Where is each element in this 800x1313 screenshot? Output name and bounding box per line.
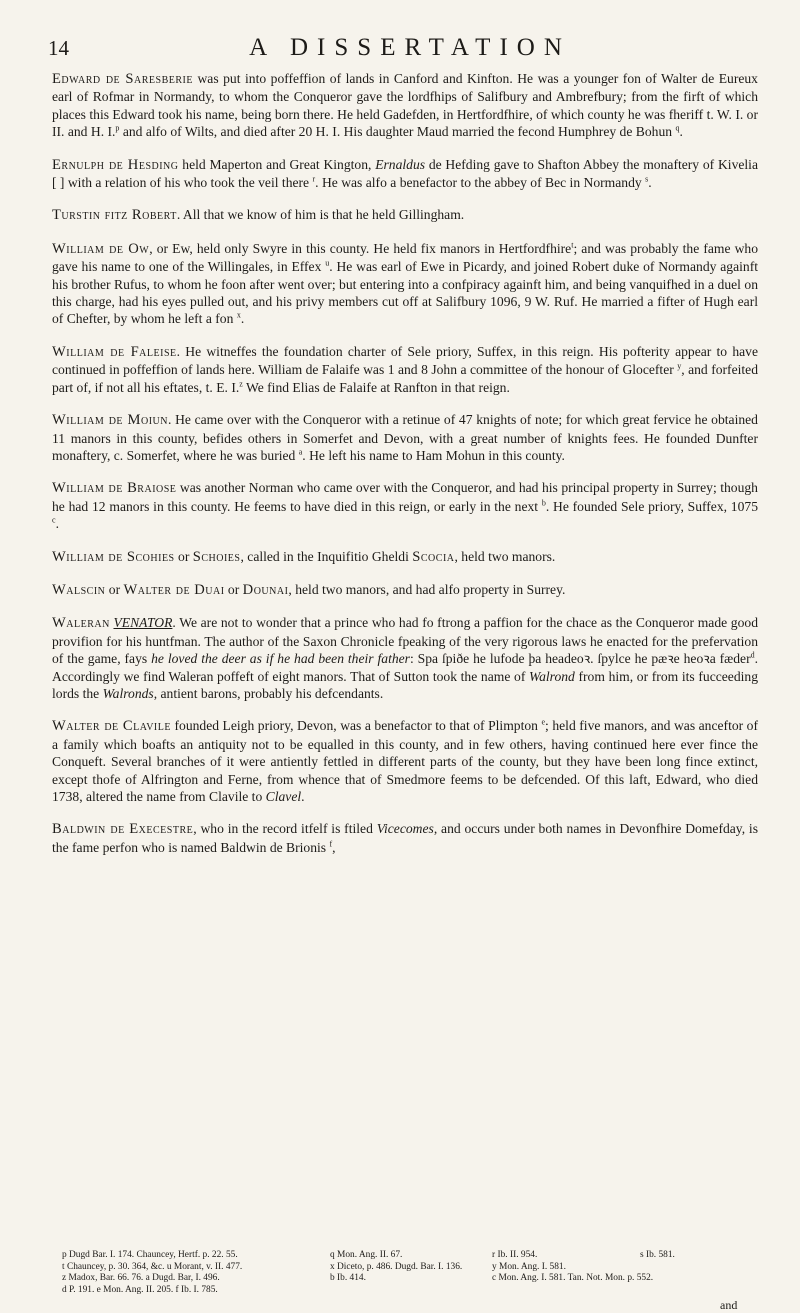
footnote-row: t Chauncey, p. 30. 364, &c. u Morant, v. II. 477. x Diceto, p. 486. Dugd. Bar. I. 136. y Mon. Ang. I. 581.: [62, 1261, 566, 1272]
entry-turstin: Turstin fitz Robert. All that we know of him is that he held Gillingham.: [52, 207, 465, 224]
entry-waleran: Waleran VENATOR. We are not to wonder that a prince who had fo ftrong a paffion for the chace as the Conqueror made good provifion for his huntfman. The author of the Saxon Chronicle fpeaking of the very rigorous laws he enacted for the prefervation of the game, fays he loved the deer as if he had been their father: Spa ſpiðe he lufode þa headeoꝛ. ſpylce he pæꝛe heoꝛa fæder$^d$. Accordingly we find Waleran poffeft of eight manors. That of Sutton took the name of Walrond from him, or from its fucceeding lords the Walronds, antient barons, probably his defcendants.: [52, 615, 759, 701]
footnotes: [62, 1250, 762, 1296]
entry-william-de-ow: William de Ow, or Ew, held only Swyre in this county. He held fix manors in Hertfordfhire$^t$; and was probably the fame who gave his name to one of the Willingales, in Effex $^u$. He was earl of Ewe in Picardy, and joined Robert duke of Normandy againft his brother Rufus, to whom he foon after went over; but entering into a confpiracy againft him, and being vanquifhed in a duel on this charge, had his eyes pulled out, and his privy members cut off at Salifbury 1096, 9 W. Ruf. He married a fifter of Hugh earl of Chefter, by whom he left a fon $^x$.: [52, 240, 758, 327]
entry-walscin: Walscin or Walter de Duai or Dounai, held two manors, and had alfo property in Surrey.: [52, 581, 566, 598]
catchword: and: [720, 1298, 738, 1312]
entry-baldwin: Baldwin de Execestre, who in the record itfelf is ftiled Vicecomes, and occurs under both names in Devonfhire Domefday, is the fame perfon who is named Baldwin de Brionis $^f$,: [52, 821, 759, 855]
page-header: [0, 36, 800, 66]
running-title: A DISSERTATION: [249, 34, 571, 61]
page-number: 14: [48, 36, 69, 60]
entry-william-de-scohies: William de Scohies or Schoies, called in the Inquifitio Gheldi Scocia, held two manors.: [52, 548, 556, 565]
footnote-row: p Dugd Bar. I. 174. Chauncey, Hertf. p. 22. 55. q Mon. Ang. II. 67. r Ib. II. 954. s Ib. 581.: [62, 1250, 675, 1260]
entry-walter-de-clavile: Walter de Clavile founded Leigh priory, Devon, was a benefactor to that of Plimpton $^e$; held five manors, and was anceftor of a family which boafts an antiquity not to be equalled in this county, and in few others, having continued here ever fince the Conqueft. Several branches of it were antiently fettled in different parts of the county, but they have been long fince extinct, except thofe of Alfrington and Ferne, from whence that of Smedmore feems to be defcended. Of this laft, Edward, who died 1738, altered the name from Clavile to Clavel.: [52, 717, 759, 804]
entry-edward: Edward de Saresberie was put into poffeffion of lands in Canford and Kinfton. He was a younger fon of Walter de Eureux earl of Rofmar in Normandy, to whom the Conqueror gave the lordfhips of Salifbury and Ambrefbury; from the firft of which places this Edward took his name, being born there. He held Gadefden, in Hertfordfhire, of which county he was fheriff t. W. I. or II. and H. I.$^p$ and alfo of Wilts, and died after 20 H. I. His daughter Maud married the fecond Humphrey de Bohun $^q$.: [52, 71, 758, 140]
body-text: [52, 70, 758, 871]
footnote-row: z Madox, Bar. 66. 76. a Dugd. Bar, I. 496. b Ib. 414. c Mon. Ang. I. 581. Tan. Not. Mon. p. 552.: [62, 1273, 654, 1284]
entry-ernulph: Ernulph de Hesding held Maperton and Great Kington, Ernaldus de Hefding gave to Shafton Abbey the monaftery of Kivelia [ ] with a relation of his who took the veil there $^r$. He was alfo a benefactor to the abbey of Bec in Normandy $^s$.: [52, 156, 758, 191]
entry-william-de-braiose: William de Braiose was another Norman who came over with the Conqueror, and had his principal property in Surrey; though he had 12 manors in this county. He feems to have died in this reign, or early in the next $^b$. He founded Sele priory, Suffex, 1075 $^c$.: [52, 480, 758, 532]
entry-william-de-moiun: William de Moiun. He came over with the Conqueror with a retinue of 47 knights of note; for which great fervice he obtained 11 manors in this county, befides others in Somerfet and Devon, with a great number of knights fees. He founded Dunfter monaftery, c. Somerfet, where he was buried $^a$. He left his name to Ham Mohun in this county.: [52, 412, 758, 463]
footnote-row: d P. 191. e Mon. Ang. II. 205. f Ib. I. 785.: [62, 1284, 218, 1295]
entry-william-de-faleise: William de Faleise. He witneffes the foundation charter of Sele priory, Suffex, in this reign. His pofterity appear to have continued in poffeffion of lands here. William de Falaife was 1 and 8 John a committee of the honour of Glocefter $^y$, and forfeited part of, if not all his eftates, t. E. I.$^z$ We find Elias de Falaife at Ranfton in that reign.: [52, 343, 758, 395]
